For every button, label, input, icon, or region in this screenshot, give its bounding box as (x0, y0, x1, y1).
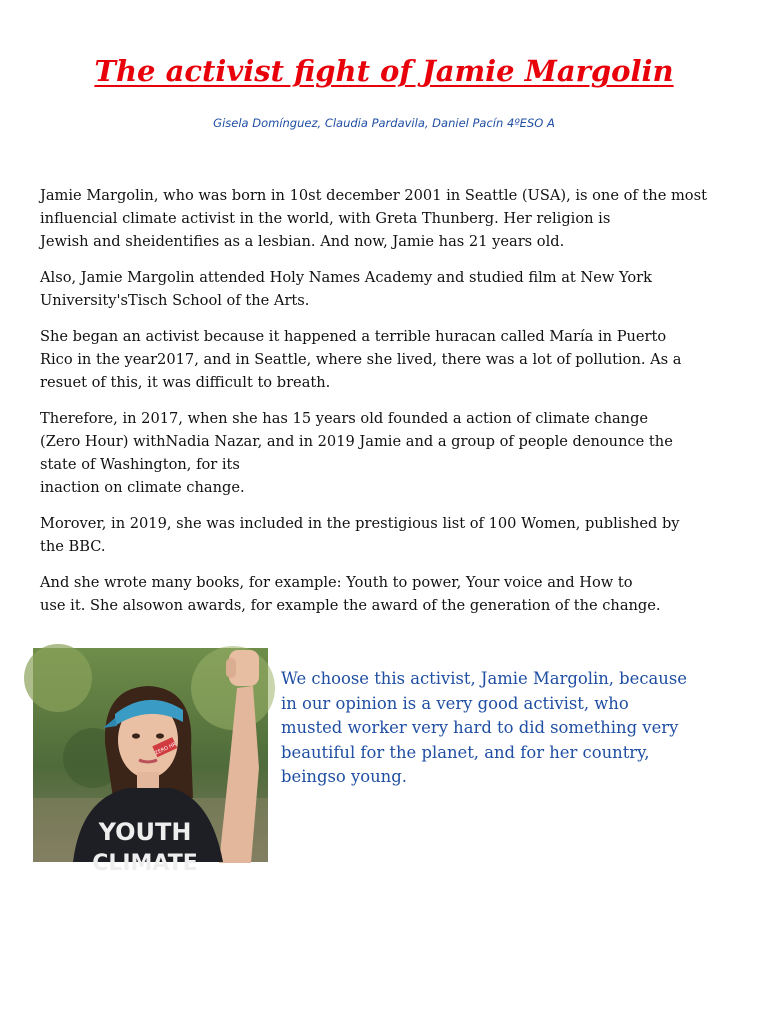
activist-photo (33, 648, 268, 876)
shirt-text-climate: CLIMATE (92, 851, 198, 876)
paragraph-motivation: She began an activist because it happened a terrible huracan called María in Puerto Rico in the year2017, and in Seattle, where she lived, there was a lot of pollution. As a resuet of this, it was difficult to breath. (40, 328, 682, 391)
shirt-text-youth: YOUTH (98, 818, 192, 846)
paragraph-books: And she wrote many books, for example: Youth to power, Your voice and How to use it. She alsowon awards, for example the award of the generation of the change. (40, 574, 661, 614)
page-title: The activist fight of Jamie Margolin (94, 54, 674, 88)
authors-line: Gisela Domínguez, Claudia Pardavila, Daniel Pacín 4ºESO A (213, 116, 555, 130)
body-text (40, 184, 740, 630)
cheek-text: ZERO HR (154, 741, 178, 757)
paragraph-bbc: Morover, in 2019, she was included in the prestigious list of 100 Women, published by the BBC. (40, 515, 680, 555)
paragraph-zero-hour: Therefore, in 2017, when she has 15 years old founded a action of climate change (Zero Hour) withNadia Nazar, and in 2019 Jamie and a group of people denounce the state of Washington, for its inaction on climate change. (40, 410, 673, 496)
paragraph-birth: Jamie Margolin, who was born in 10st december 2001 in Seattle (USA), is one of the most influencial climate activist in the world, with Greta Thunberg. Her religion is Jewish and sheidentifies as a lesbian. And now, Jamie has 21 years old. (40, 187, 707, 250)
paragraph-education: Also, Jamie Margolin attended Holy Names Academy and studied film at New York University'sTisch School of the Arts. (40, 269, 652, 309)
opinion-paragraph: We choose this activist, Jamie Margolin, because in our opinion is a very good activist, who musted worker very hard to did something very beautiful for the planet, and for her country, beingso young. (281, 669, 687, 786)
activist-illustration (33, 648, 268, 876)
